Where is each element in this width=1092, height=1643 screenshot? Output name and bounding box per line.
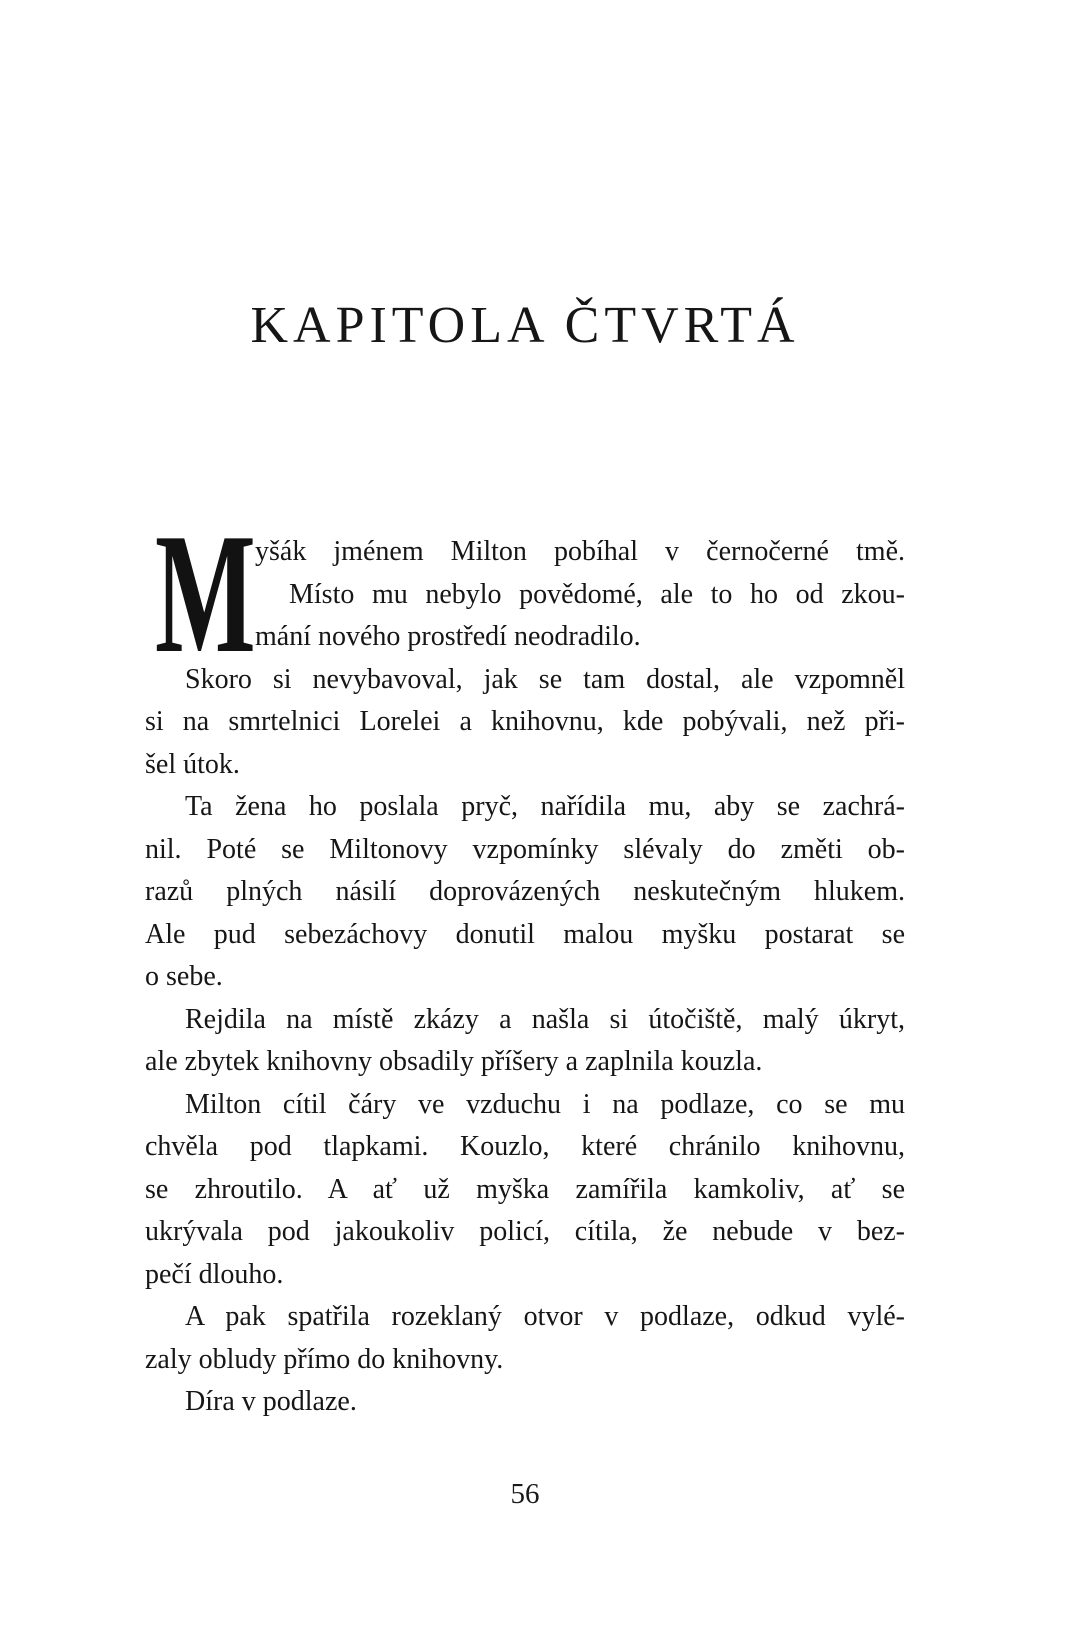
text-line: zaly obludy přímo do knihovny. [145,1343,504,1375]
text-line: yšák jménem Milton pobíhal v černočerné tmě. [255,536,905,567]
paragraph [145,786,905,999]
drop-cap-letter: M [155,499,256,689]
text-line: Skoro si nevybavoval, jak se tam dostal, ale vzpomněl [185,663,905,695]
text-line: ukrývala pod jakoukoliv policí, cítila, že nebude v bez- [145,1216,905,1247]
page-number: 56 [510,1478,540,1510]
paragraph [145,1381,905,1424]
text-line: Ale pud sebezáchovy donutil malou myšku postarat se [145,918,905,950]
paragraph [145,999,905,1084]
text-line: Rejdila na místě zkázy a našla si útočiště, malý úkryt, [185,1003,905,1035]
paragraph [145,1296,905,1381]
text-line: mání nového prostředí neodradilo. [255,621,641,652]
text-line: Milton cítil čáry ve vzduchu i na podlaze, co se mu [185,1088,905,1120]
text-line: A pak spatřila rozeklaný otvor v podlaze, odkud vylé- [185,1301,905,1332]
text-line: si na smrtelnici Lorelei a knihovnu, kde pobývali, než při- [145,706,905,737]
text-line: razů plných násilí doprovázených neskutečným hlukem. [145,876,905,907]
body-text [145,499,905,1424]
text-line: se zhroutilo. A ať už myška zamířila kamkoliv, ať se [145,1173,905,1205]
paragraph [145,1084,905,1297]
paragraph [145,659,905,787]
chapter-heading: KAPITOLA ČTVRTÁ [250,297,800,354]
text-line: Místo mu nebylo povědomé, ale to ho od zkou- [289,578,905,610]
text-line: nil. Poté se Miltonovy vzpomínky slévaly do změti ob- [145,833,905,865]
text-line: ale zbytek knihovny obsadily příšery a zaplnila kouzla. [145,1046,763,1077]
text-line: pečí dlouho. [145,1258,284,1290]
text-line: šel útok. [145,748,240,780]
text-line: Díra v podlaze. [185,1386,357,1417]
text-line: chvěla pod tlapkami. Kouzlo, které chránilo knihovnu, [145,1131,905,1162]
text-line: Ta žena ho poslala pryč, nařídila mu, aby se zachrá- [185,791,905,822]
text-line: o sebe. [145,961,223,992]
